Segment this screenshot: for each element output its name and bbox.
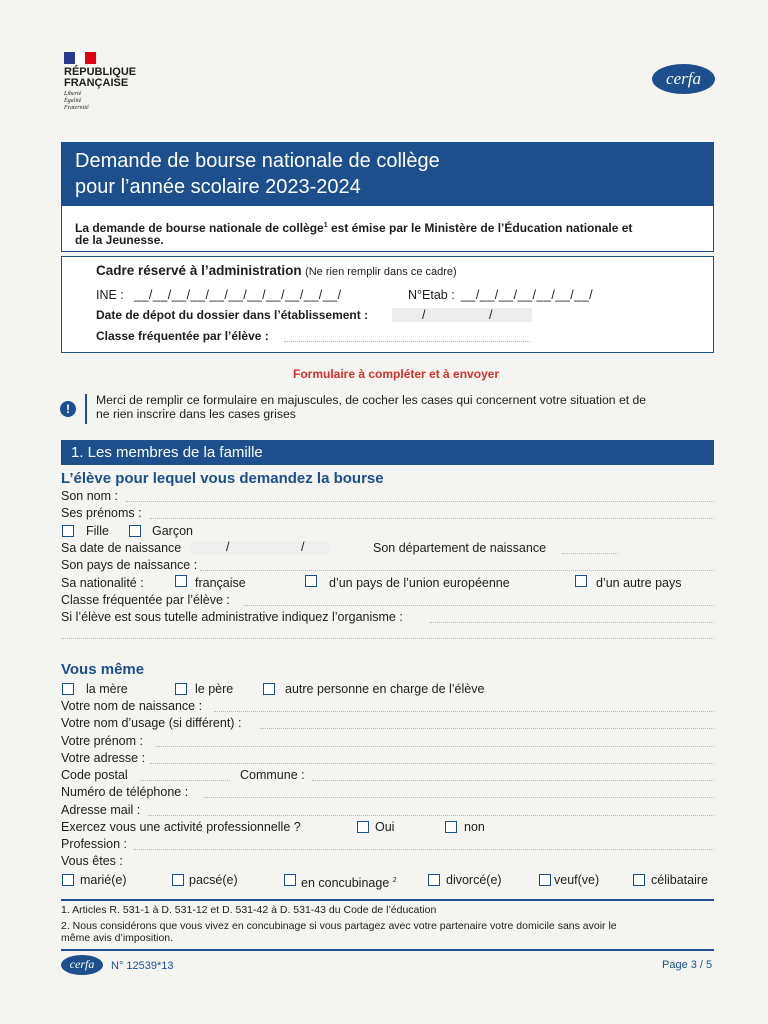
nom-naissance-input[interactable]: [214, 711, 714, 712]
ine-label: INE :: [96, 288, 124, 302]
footnote-2-line1: 2. Nous considérons que vous vivez en concubinage si vous partagez avec votre partenaire votre domicile sans avoir le: [61, 920, 617, 932]
student-heading: L’élève pour lequel vous demandez la bourse: [61, 470, 384, 487]
pacse-label: pacsé(e): [189, 873, 238, 887]
pacse-checkbox[interactable]: [172, 874, 184, 886]
student-tutelle-input-line2[interactable]: [61, 638, 714, 639]
prenom-label: Votre prénom :: [61, 734, 143, 748]
activite-label: Exercez vous une activité professionnelle ?: [61, 820, 301, 834]
title-line2: pour l’année scolaire 2023-2024: [75, 176, 361, 198]
telephone-input[interactable]: [204, 797, 714, 798]
student-dept-input[interactable]: [562, 553, 618, 554]
nom-usage-input[interactable]: [260, 728, 714, 729]
veuf-label: veuf(ve): [554, 873, 600, 887]
marie-label: marié(e): [80, 873, 127, 887]
prenom-input[interactable]: [156, 746, 714, 747]
motto-egalite: Égalité: [64, 98, 82, 104]
intro-box: [61, 206, 714, 252]
concubinage-label: en concubinage $^2$: [301, 876, 397, 891]
instructions-divider: [85, 394, 87, 424]
profession-input[interactable]: [134, 849, 714, 850]
email-input[interactable]: [148, 815, 714, 816]
marie-checkbox[interactable]: [62, 874, 74, 886]
nationalite-francaise-checkbox[interactable]: [175, 575, 187, 587]
student-pays-input[interactable]: [200, 570, 714, 571]
commune-input[interactable]: [312, 780, 714, 781]
nationalite-autre-label: d’un autre pays: [596, 576, 682, 590]
instructions-line2: ne rien inscrire dans les cases grises: [96, 407, 296, 421]
title-banner: [61, 142, 714, 206]
divorce-label: divorcé(e): [446, 873, 502, 887]
student-classe-input[interactable]: [244, 605, 714, 606]
footnote-1: 1. Articles R. 531-1 à D. 531-12 et D. 531-42 à D. 531-43 du Code de l’éducation: [61, 904, 437, 916]
mere-label: la mère: [86, 682, 128, 696]
student-nom-input[interactable]: [126, 501, 714, 502]
classe-admin-label: Classe fréquentée par l’élève :: [96, 329, 269, 343]
nationalite-francaise-label: française: [195, 576, 246, 590]
nom-usage-label: Votre nom d’usage (si différent) :: [61, 716, 242, 730]
admin-title: Cadre réservé à l’administration (Ne rien remplir dans ce cadre): [96, 263, 457, 278]
adresse-label: Votre adresse :: [61, 751, 146, 765]
exclamation-icon: !: [60, 401, 76, 417]
code-postal-label: Code postal: [61, 768, 128, 782]
activite-oui-checkbox[interactable]: [357, 821, 369, 833]
footer-page-number: Page 3 / 5: [662, 959, 713, 971]
student-pays-label: Son pays de naissance :: [61, 558, 198, 572]
pere-label: le père: [195, 682, 234, 696]
marianne-flag-icon: [64, 52, 96, 64]
vous-etes-label: Vous êtes :: [61, 854, 123, 868]
title-line1: Demande de bourse nationale de collège: [75, 150, 440, 172]
divorce-checkbox[interactable]: [428, 874, 440, 886]
student-nom-label: Son nom :: [61, 489, 118, 503]
nom-naissance-label: Votre nom de naissance :: [61, 699, 203, 713]
form-notice: Formulaire à compléter et à envoyer: [293, 367, 500, 381]
activite-non-label: non: [464, 820, 485, 834]
student-dob-label: Sa date de naissance: [61, 541, 182, 555]
commune-label: Commune :: [240, 768, 305, 782]
nationalite-ue-label: d’un pays de l’union européenne: [329, 576, 510, 590]
autre-personne-label: autre personne en charge de l’élève: [285, 682, 485, 696]
garcon-label: Garçon: [152, 524, 193, 538]
cerfa-logo: cerfa: [652, 64, 715, 94]
parent-heading: Vous même: [61, 661, 145, 678]
code-postal-input[interactable]: [140, 780, 230, 781]
student-nationalite-label: Sa nationalité :: [61, 576, 144, 590]
intro-text-line1: La demande de bourse nationale de collège$^1$ est émise par le Ministère de l’Éducation nationale et: [75, 221, 633, 235]
admin-box: Cadre réservé à l’administration (Ne rien remplir dans ce cadre) INE : __/__/__/__/__/__/__/__/__/__/__/ N°Etab : __/__/__/__/__/__/__/ Date de dépot du dossier dans l’établissement : / / Classe fréquentée par l’élève :: [61, 256, 714, 353]
garcon-checkbox[interactable]: [129, 525, 141, 537]
footer-divider: [61, 949, 714, 951]
ine-field: __/__/__/__/__/__/__/__/__/__/__/: [134, 288, 342, 302]
adresse-input[interactable]: [150, 763, 714, 764]
student-dept-label: Son département de naissance: [373, 541, 547, 555]
footer-cerfa-number: N° 12539*13: [111, 960, 174, 972]
classe-admin-field: [284, 341, 530, 342]
date-depot-label: Date de dépot du dossier dans l’établissement :: [96, 308, 369, 322]
section1-banner: [61, 440, 714, 465]
republique-francaise-logo: [62, 52, 152, 122]
netab-label: N°Etab :: [408, 288, 455, 302]
autre-personne-checkbox[interactable]: [263, 683, 275, 695]
student-prenoms-label: Ses prénoms :: [61, 506, 142, 520]
student-prenoms-input[interactable]: [150, 518, 714, 519]
section1-title: 1. Les membres de la famille: [71, 444, 263, 461]
student-classe-label: Classe fréquentée par l’élève :: [61, 593, 230, 607]
pere-checkbox[interactable]: [175, 683, 187, 695]
activite-non-checkbox[interactable]: [445, 821, 457, 833]
motto-liberte: Liberté: [64, 91, 82, 97]
veuf-checkbox[interactable]: [539, 874, 551, 886]
student-tutelle-label: Si l’élève est sous tutelle administrative indiquez l’organisme :: [61, 610, 403, 624]
celibataire-label: célibataire: [651, 873, 708, 887]
mere-checkbox[interactable]: [62, 683, 74, 695]
footnote-divider: [61, 899, 714, 901]
profession-label: Profession :: [61, 837, 128, 851]
fille-label: Fille: [86, 524, 109, 538]
instructions-line1: Merci de remplir ce formulaire en majuscules, de cocher les cases qui concernent votre situation et de: [96, 393, 647, 407]
footnote-2-line2: même avis d’imposition.: [61, 932, 174, 944]
activite-oui-label: Oui: [375, 820, 395, 834]
netab-field: __/__/__/__/__/__/__/: [461, 288, 594, 302]
republic-line1: RÉPUBLIQUE: [64, 66, 137, 78]
republic-line2: FRANÇAISE: [64, 77, 129, 89]
telephone-label: Numéro de téléphone :: [61, 785, 189, 799]
student-tutelle-input[interactable]: [430, 622, 714, 623]
nationalite-autre-checkbox[interactable]: [575, 575, 587, 587]
email-label: Adresse mail :: [61, 803, 141, 817]
motto-fraternite: Fraternité: [64, 105, 89, 111]
concubinage-checkbox[interactable]: [284, 874, 296, 886]
footer-cerfa-logo: cerfa: [61, 955, 103, 975]
fille-checkbox[interactable]: [62, 525, 74, 537]
nationalite-ue-checkbox[interactable]: [305, 575, 317, 587]
celibataire-checkbox[interactable]: [633, 874, 645, 886]
intro-text-line2: de la Jeunesse.: [75, 233, 164, 247]
